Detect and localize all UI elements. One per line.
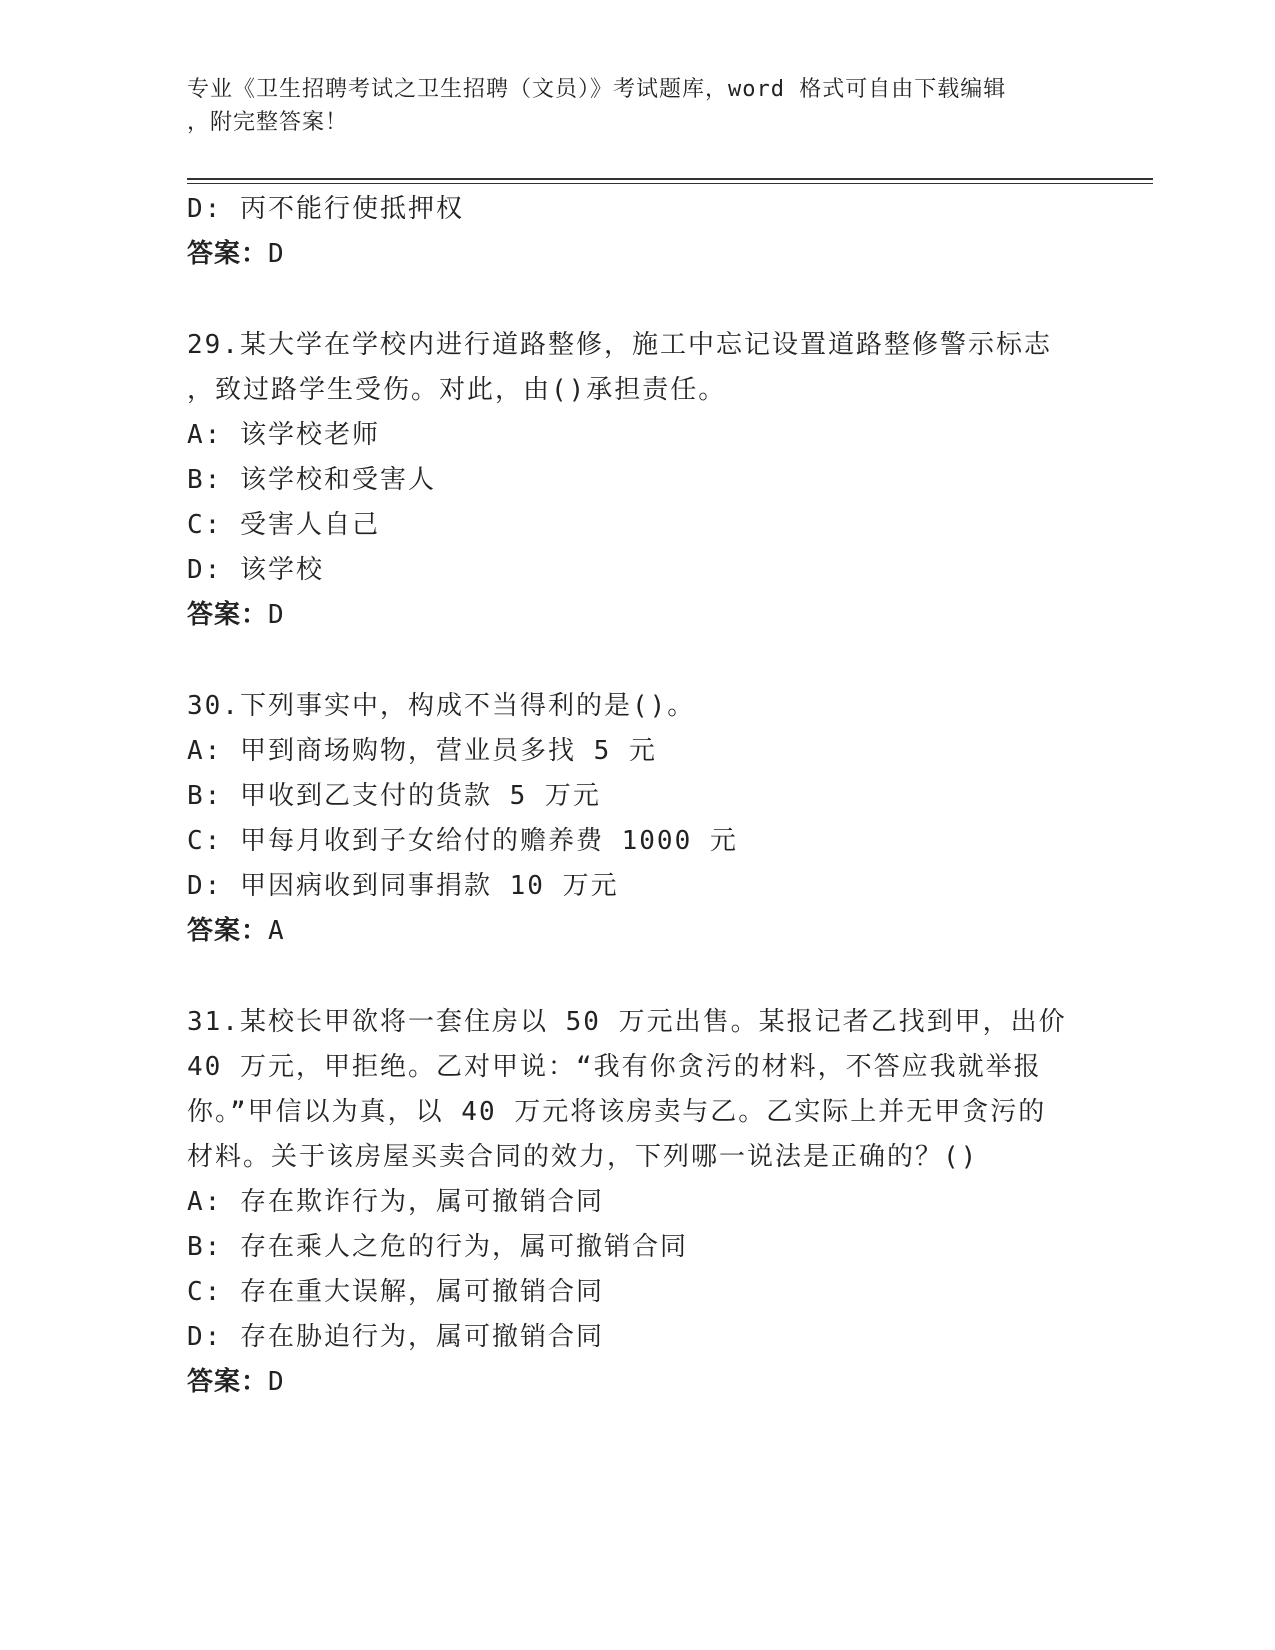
question-block (187, 1000, 1087, 1405)
question-stem-line: 31.某校长甲欲将一套住房以 50 万元出售。某报记者乙找到甲，出价 (187, 1007, 1067, 1037)
question-stem-line: 29.某大学在学校内进行道路整修，施工中忘记设置道路整修警示标志 (187, 330, 1052, 360)
question-block (187, 684, 1087, 954)
answer-option: C: 受害人自己 (187, 510, 380, 540)
answer-option: A: 存在欺诈行为，属可撤销合同 (187, 1187, 604, 1217)
document-header (187, 73, 1067, 139)
answer-label: 答案： (187, 916, 269, 946)
answer-option: C: 甲每月收到子女给付的赡养费 1000 元 (187, 826, 738, 856)
question-block (187, 323, 1087, 638)
answer-option: D: 甲因病收到同事捐款 10 万元 (187, 871, 619, 901)
question-stem-line: 你。”甲信以为真，以 40 万元将该房卖与乙。乙实际上并无甲贪污的 (187, 1097, 1047, 1127)
block-spacer (187, 277, 1087, 323)
block-spacer (187, 954, 1087, 1000)
answer-line (187, 232, 1087, 277)
question-list (187, 187, 1087, 1405)
answer-label: 答案： (187, 1367, 269, 1397)
answer-value: D (268, 239, 285, 269)
answer-line (187, 909, 1087, 954)
answer-option: A: 该学校老师 (187, 420, 380, 450)
answer-option: D: 丙不能行使抵押权 (187, 194, 464, 224)
answer-label: 答案： (187, 239, 269, 269)
answer-value: D (268, 1367, 285, 1397)
header-line-1: 专业《卫生招聘考试之卫生招聘（文员）》考试题库，word 格式可自由下载编辑 (187, 77, 1007, 102)
answer-option: B: 该学校和受害人 (187, 465, 436, 495)
header-divider-thick (187, 178, 1153, 180)
answer-value: D (268, 600, 285, 630)
answer-option: A: 甲到商场购物，营业员多找 5 元 (187, 736, 657, 766)
question-stem-line: 材料。关于该房屋买卖合同的效力，下列哪一说法是正确的？() (187, 1142, 979, 1172)
answer-option: D: 存在胁迫行为，属可撤销合同 (187, 1322, 604, 1352)
answer-option: B: 甲收到乙支付的货款 5 万元 (187, 781, 601, 811)
header-divider-thin (187, 183, 1153, 184)
answer-option: D: 该学校 (187, 555, 324, 585)
answer-label: 答案： (187, 600, 269, 630)
header-line-2: ，附完整答案！ (187, 110, 349, 135)
question-stem-line: 40 万元，甲拒绝。乙对甲说：“我有你贪污的材料，不答应我就举报 (187, 1052, 1042, 1082)
block-spacer (187, 638, 1087, 684)
question-stem-line: 30.下列事实中，构成不当得利的是()。 (187, 691, 696, 721)
question-stem-line: ，致过路学生受伤。对此，由()承担责任。 (187, 375, 727, 405)
answer-line (187, 593, 1087, 638)
answer-option: C: 存在重大误解，属可撤销合同 (187, 1277, 604, 1307)
question-block (187, 187, 1087, 277)
answer-value: A (268, 916, 285, 946)
answer-line (187, 1360, 1087, 1405)
answer-option: B: 存在乘人之危的行为，属可撤销合同 (187, 1232, 688, 1262)
